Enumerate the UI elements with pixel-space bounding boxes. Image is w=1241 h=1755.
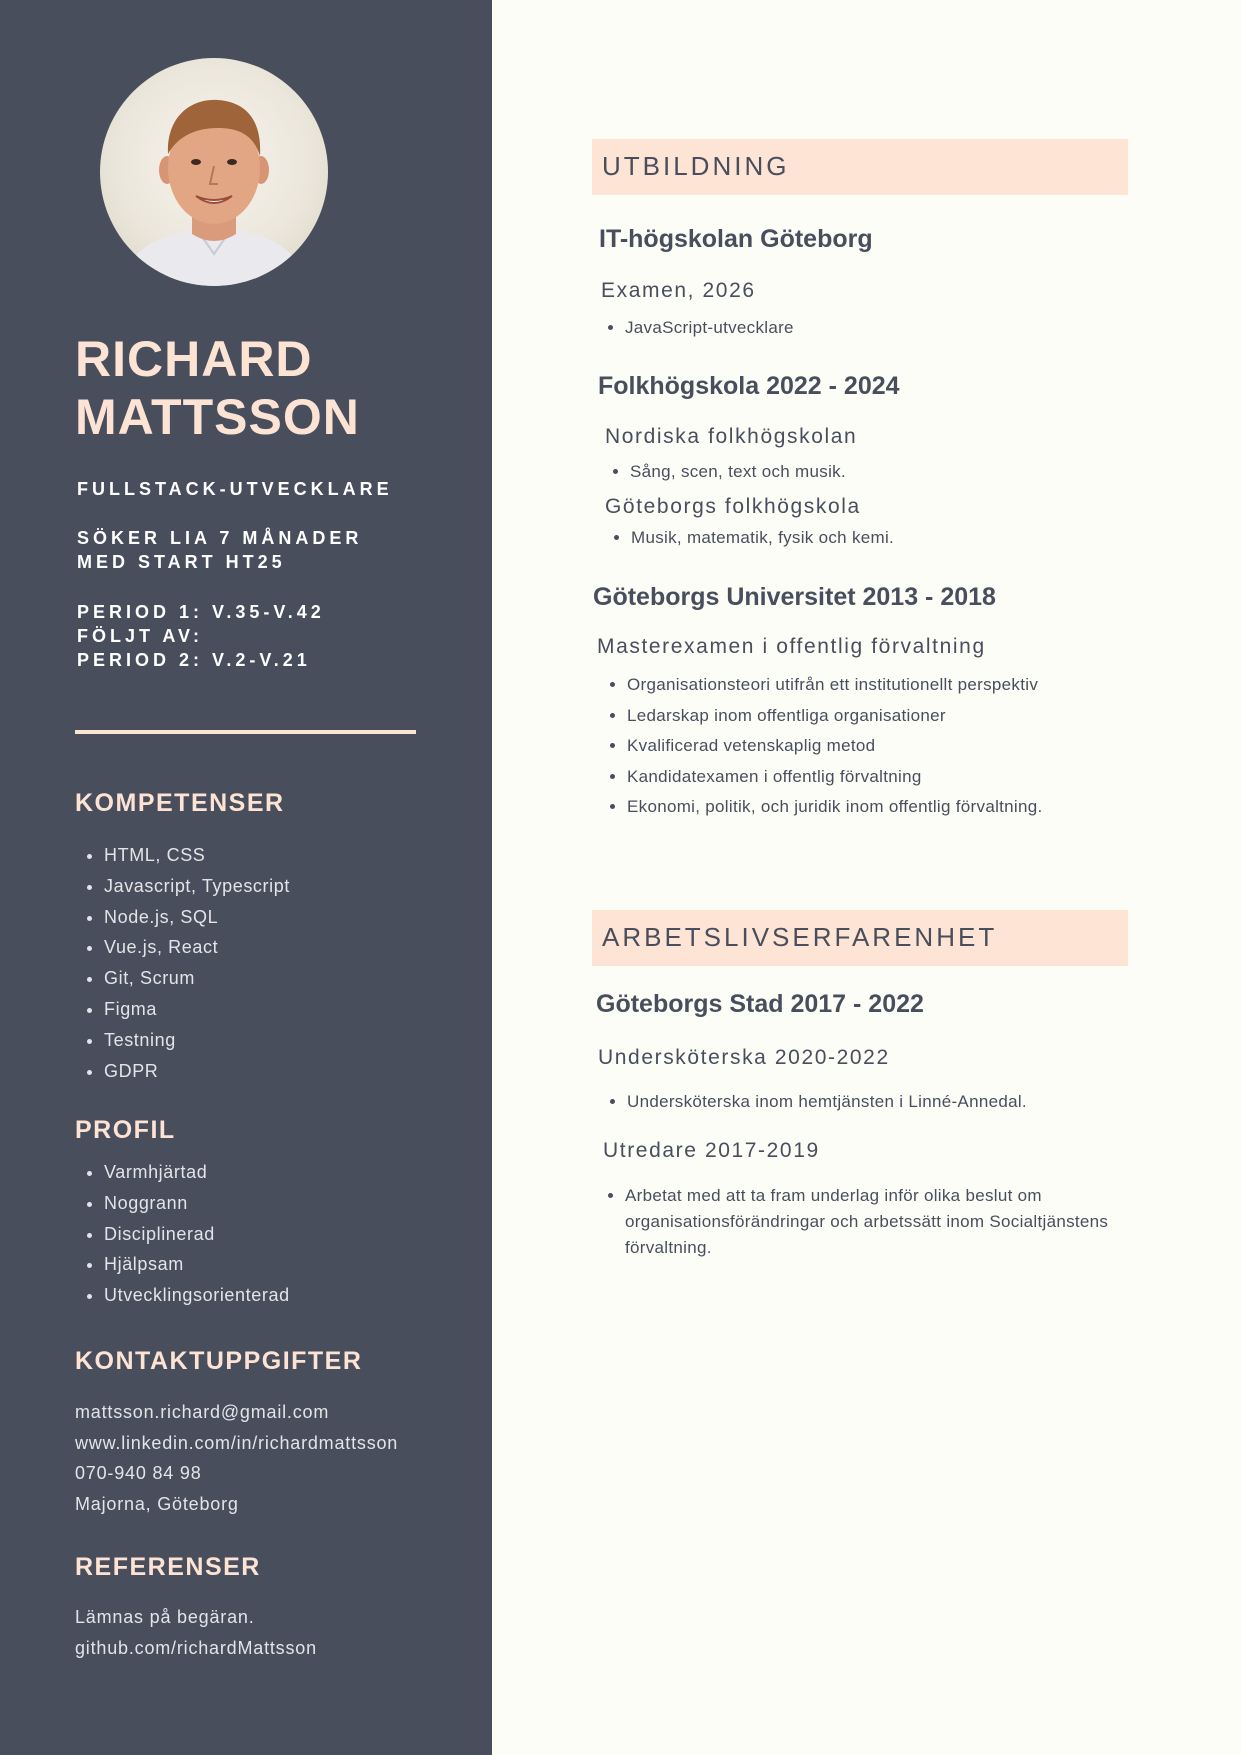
- skills-heading: KOMPETENSER: [75, 789, 285, 817]
- linkedin-link[interactable]: www.linkedin.com/in/richardmattsson: [75, 1432, 399, 1453]
- list-item: • Ekonomi, politik, och juridik inom offentlig förvaltning.: [627, 792, 1043, 823]
- list-item: • Testning: [104, 1025, 290, 1056]
- list-item: • Git, Scrum: [104, 963, 290, 994]
- list-item: • JavaScript-utvecklare: [625, 313, 794, 344]
- period-text: PERIOD 1: V.35-V.42 FÖLJT AV: PERIOD 2: V.2-V.21: [77, 602, 325, 670]
- list-item: • GDPR: [104, 1056, 290, 1087]
- work-heading: ARBETSLIVSERFARENHET: [602, 922, 998, 952]
- list-item: • Kandidatexamen i offentlig förvaltning: [627, 762, 1043, 793]
- education-heading: UTBILDNING: [602, 151, 790, 181]
- list-item: • Ledarskap inom offentliga organisationer: [627, 701, 1043, 732]
- person-name: [75, 330, 360, 446]
- contact-heading: KONTAKTUPPGIFTER: [75, 1347, 363, 1375]
- education-bullets: [601, 313, 794, 344]
- references-note: Lämnas på begäran.: [75, 1607, 255, 1627]
- list-item: • Node.js, SQL: [104, 902, 290, 933]
- last-name: MATTSSON: [75, 389, 360, 445]
- list-item: • Arbetat med att ta fram underlag inför olika beslut om organisationsförändringar och arbetssätt inom Socialtjänstens förvaltning.: [625, 1183, 1145, 1261]
- references-info: [75, 1602, 317, 1663]
- education-sub: Examen, 2026: [601, 279, 756, 302]
- work-bullets: [603, 1087, 1027, 1118]
- seeking-text: SÖKER LIA 7 MÅNADER MED START HT25: [77, 528, 363, 572]
- email-link[interactable]: mattsson.richard@gmail.com: [75, 1402, 330, 1422]
- education-sub: Nordiska folkhögskolan: [605, 425, 858, 448]
- work-org: Göteborgs Stad 2017 - 2022: [596, 990, 924, 1018]
- list-item: • Organisationsteori utifrån ett institutionellt perspektiv: [627, 670, 1043, 701]
- education-org: IT-högskolan Göteborg: [599, 225, 873, 253]
- phone-number: 070-940 84 98: [75, 1463, 202, 1483]
- list-item: • Disciplinerad: [104, 1219, 290, 1250]
- sidebar-divider: [75, 730, 416, 734]
- list-item: • Hjälpsam: [104, 1249, 290, 1280]
- education-org: Göteborgs Universitet 2013 - 2018: [593, 583, 996, 611]
- profile-list: [82, 1157, 290, 1311]
- profile-heading: PROFIL: [75, 1116, 176, 1144]
- list-item: • Kvalificerad vetenskaplig metod: [627, 731, 1043, 762]
- education-org: Folkhögskola 2022 - 2024: [598, 372, 900, 400]
- skills-list: [82, 840, 290, 1086]
- references-heading: REFERENSER: [75, 1553, 261, 1581]
- job-title: FULLSTACK-UTVECKLARE: [77, 479, 393, 499]
- work-bullets: [601, 1183, 1145, 1261]
- list-item: • Figma: [104, 994, 290, 1025]
- list-item: • Undersköterska inom hemtjänsten i Linné-Annedal.: [627, 1087, 1027, 1118]
- work-section-bar: [592, 910, 1128, 966]
- first-name: RICHARD: [75, 331, 313, 387]
- education-bullets: [607, 523, 894, 554]
- list-item: • Javascript, Typescript: [104, 871, 290, 902]
- work-role-title: Undersköterska 2020-2022: [598, 1046, 890, 1069]
- work-role-title: Utredare 2017-2019: [603, 1139, 820, 1162]
- avatar: [100, 58, 328, 286]
- list-item: • Utvecklingsorienterad: [104, 1280, 290, 1311]
- education-bullets: [606, 457, 846, 488]
- list-item: • Noggrann: [104, 1188, 290, 1219]
- location: Majorna, Göteborg: [75, 1493, 239, 1514]
- contact-info: [75, 1397, 398, 1519]
- education-sub: Masterexamen i offentlig förvaltning: [597, 635, 986, 658]
- list-item: • Sång, scen, text och musik.: [630, 457, 846, 488]
- education-section-bar: [592, 139, 1128, 195]
- portrait-photo: [100, 58, 328, 286]
- education-sub: Göteborgs folkhögskola: [605, 495, 861, 518]
- sidebar: [0, 0, 492, 1755]
- education-bullets: [603, 670, 1043, 823]
- list-item: • HTML, CSS: [104, 840, 290, 871]
- list-item: • Vue.js, React: [104, 932, 290, 963]
- list-item: • Musik, matematik, fysik och kemi.: [631, 523, 894, 554]
- list-item: • Varmhjärtad: [104, 1157, 290, 1188]
- github-link[interactable]: github.com/richardMattsson: [75, 1637, 317, 1658]
